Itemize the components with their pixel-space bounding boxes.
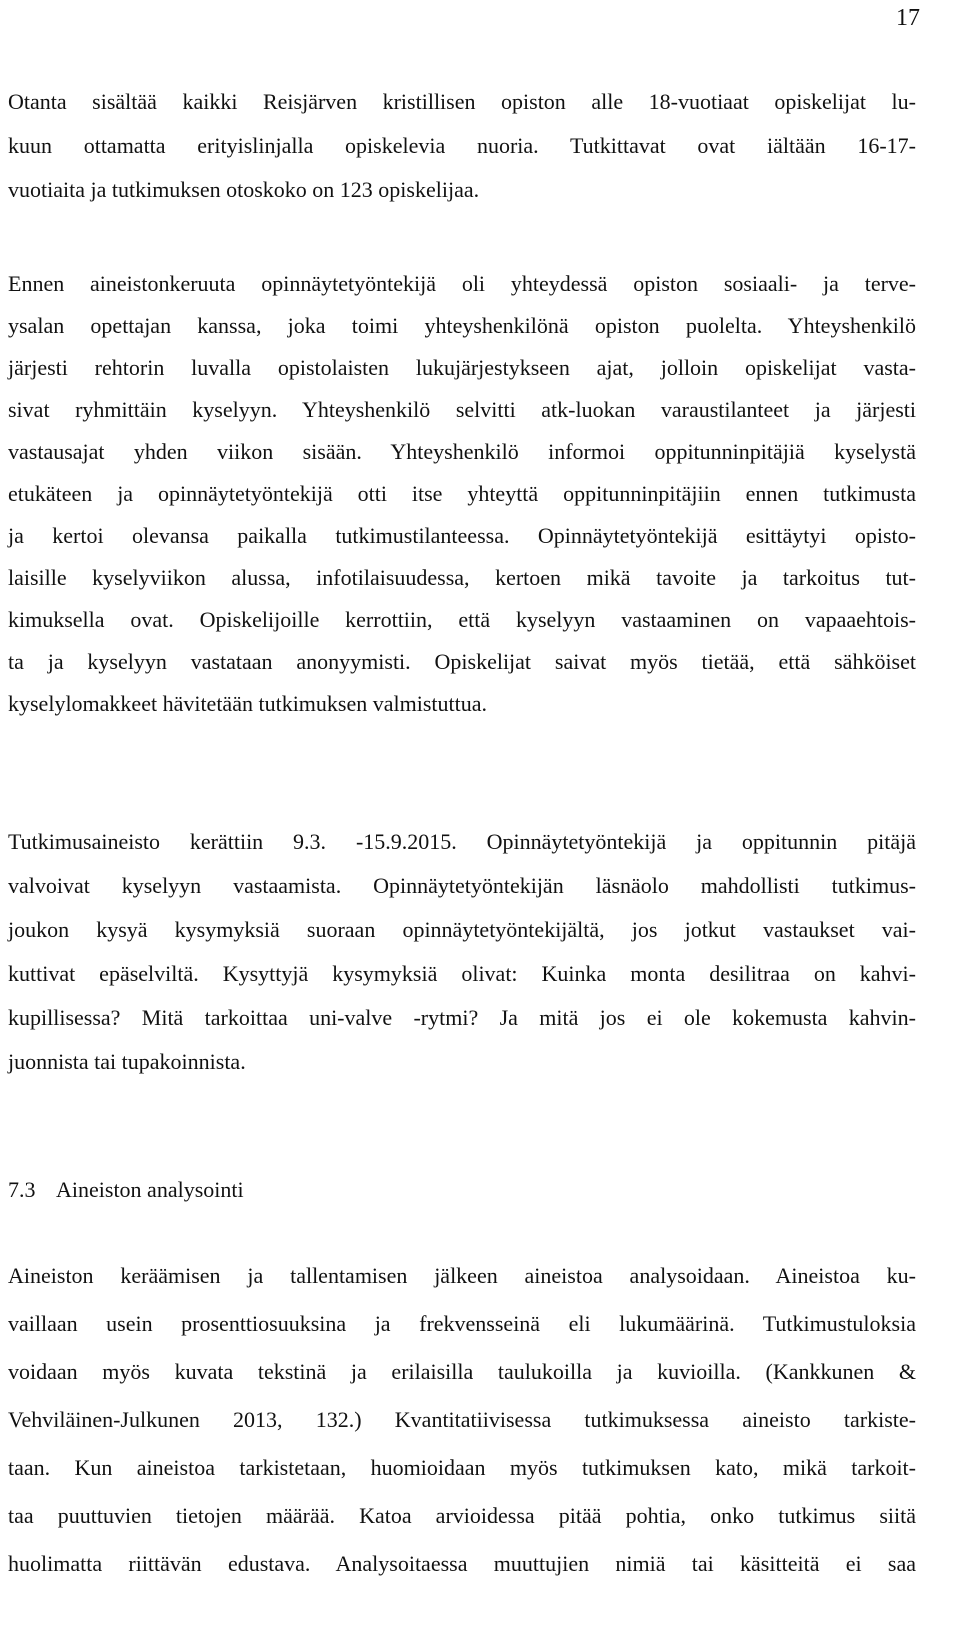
paragraph-line: vuotiaita ja tutkimuksen otoskoko on 123 opiskelijaa. (8, 177, 480, 202)
paragraph-line: taan. Kun aineistoa tarkistetaan, huomioidaan myös tutkimuksen kato, mikä tarkoit- (8, 1455, 916, 1480)
paragraph-line: vaillaan usein prosenttiosuuksina ja frekvensseinä eli lukumäärinä. Tutkimustuloksia (8, 1311, 916, 1336)
paragraph-line: etukäteen ja opinnäytetyöntekijä otti itse yhteyttä oppitunninpitäjiin ennen tutkimusta (8, 481, 916, 506)
paragraph-line: joukon kysyä kysymyksiä suoraan opinnäytetyöntekijältä, jos jotkut vastaukset vai- (8, 917, 916, 942)
paragraph-line: kupillisessa? Mitä tarkoittaa uni-valve -rytmi? Ja mitä jos ei ole kokemusta kahvin- (8, 1005, 916, 1030)
paragraph-line: Otanta sisältää kaikki Reisjärven kristillisen opiston alle 18-vuotiaat opiskelijat lu- (8, 89, 916, 114)
paragraph-line: järjesti rehtorin luvalla opistolaisten lukujärjestykseen ajat, jolloin opiskelijat vasta- (8, 355, 916, 380)
section-title: Aineiston analysointi (56, 1177, 244, 1202)
paragraph-line: vastausajat yhden viikon sisään. Yhteyshenkilö informoi oppitunninpitäjiä kyselystä (8, 439, 916, 464)
paragraph-line: huolimatta riittävän edustava. Analysoitaessa muuttujien nimiä tai käsitteitä ei saa (8, 1551, 916, 1576)
paragraph-line: Vehviläinen-Julkunen 2013, 132.) Kvantitatiivisessa tutkimuksessa aineisto tarkiste- (8, 1407, 916, 1432)
paragraph-line: Tutkimusaineisto kerättiin 9.3. -15.9.2015. Opinnäytetyöntekijä ja oppitunnin pitäjä (8, 829, 916, 854)
paragraph-line: valvoivat kyselyyn vastaamista. Opinnäytetyöntekijän läsnäolo mahdollisti tutkimus- (8, 873, 916, 898)
paragraph-line: kuun ottamatta erityislinjalla opiskelevia nuoria. Tutkittavat ovat iältään 16-17- (8, 133, 916, 158)
paragraph-line: kimuksella ovat. Opiskelijoille kerrottiin, että kyselyyn vastaaminen on vapaaehtois- (8, 607, 916, 632)
paragraph-line: taa puuttuvien tietojen määrää. Katoa arvioidessa pitää pohtia, onko tutkimus siitä (8, 1503, 916, 1528)
paragraph-line: Aineiston keräämisen ja tallentamisen jälkeen aineistoa analysoidaan. Aineistoa ku- (8, 1263, 916, 1288)
paragraph-line: ja kertoi olevansa paikalla tutkimustilanteessa. Opinnäytetyöntekijä esittäytyi opisto- (8, 523, 916, 548)
section-number: 7.3 (8, 1177, 36, 1202)
section-heading (8, 1176, 244, 1204)
page-number: 17 (896, 5, 920, 31)
paragraph-line: kuttivat epäselviltä. Kysyttyjä kysymyksiä olivat: Kuinka monta desilitraa on kahvi- (8, 961, 916, 986)
paragraph-line: ysalan opettajan kanssa, joka toimi yhteyshenkilönä opiston puolelta. Yhteyshenkilö (8, 313, 916, 338)
paragraph-line: sivat ryhmittäin kyselyyn. Yhteyshenkilö selvitti atk-luokan varaustilanteet ja järjesti (8, 397, 916, 422)
paragraph-line: juonnista tai tupakoinnista. (8, 1049, 246, 1074)
paragraph-line: voidaan myös kuvata tekstinä ja erilaisilla taulukoilla ja kuvioilla. (Kankkunen & (8, 1359, 916, 1384)
paragraph-line: Ennen aineistonkeruuta opinnäytetyöntekijä oli yhteydessä opiston sosiaali- ja terve- (8, 271, 916, 296)
paragraph-line: laisille kyselyviikon alussa, infotilaisuudessa, kertoen mikä tavoite ja tarkoitus tut- (8, 565, 916, 590)
paragraph-line: ta ja kyselyyn vastataan anonyymisti. Opiskelijat saivat myös tietää, että sähköiset (8, 649, 916, 674)
paragraph-line: kyselylomakkeet hävitetään tutkimuksen valmistuttua. (8, 691, 488, 716)
